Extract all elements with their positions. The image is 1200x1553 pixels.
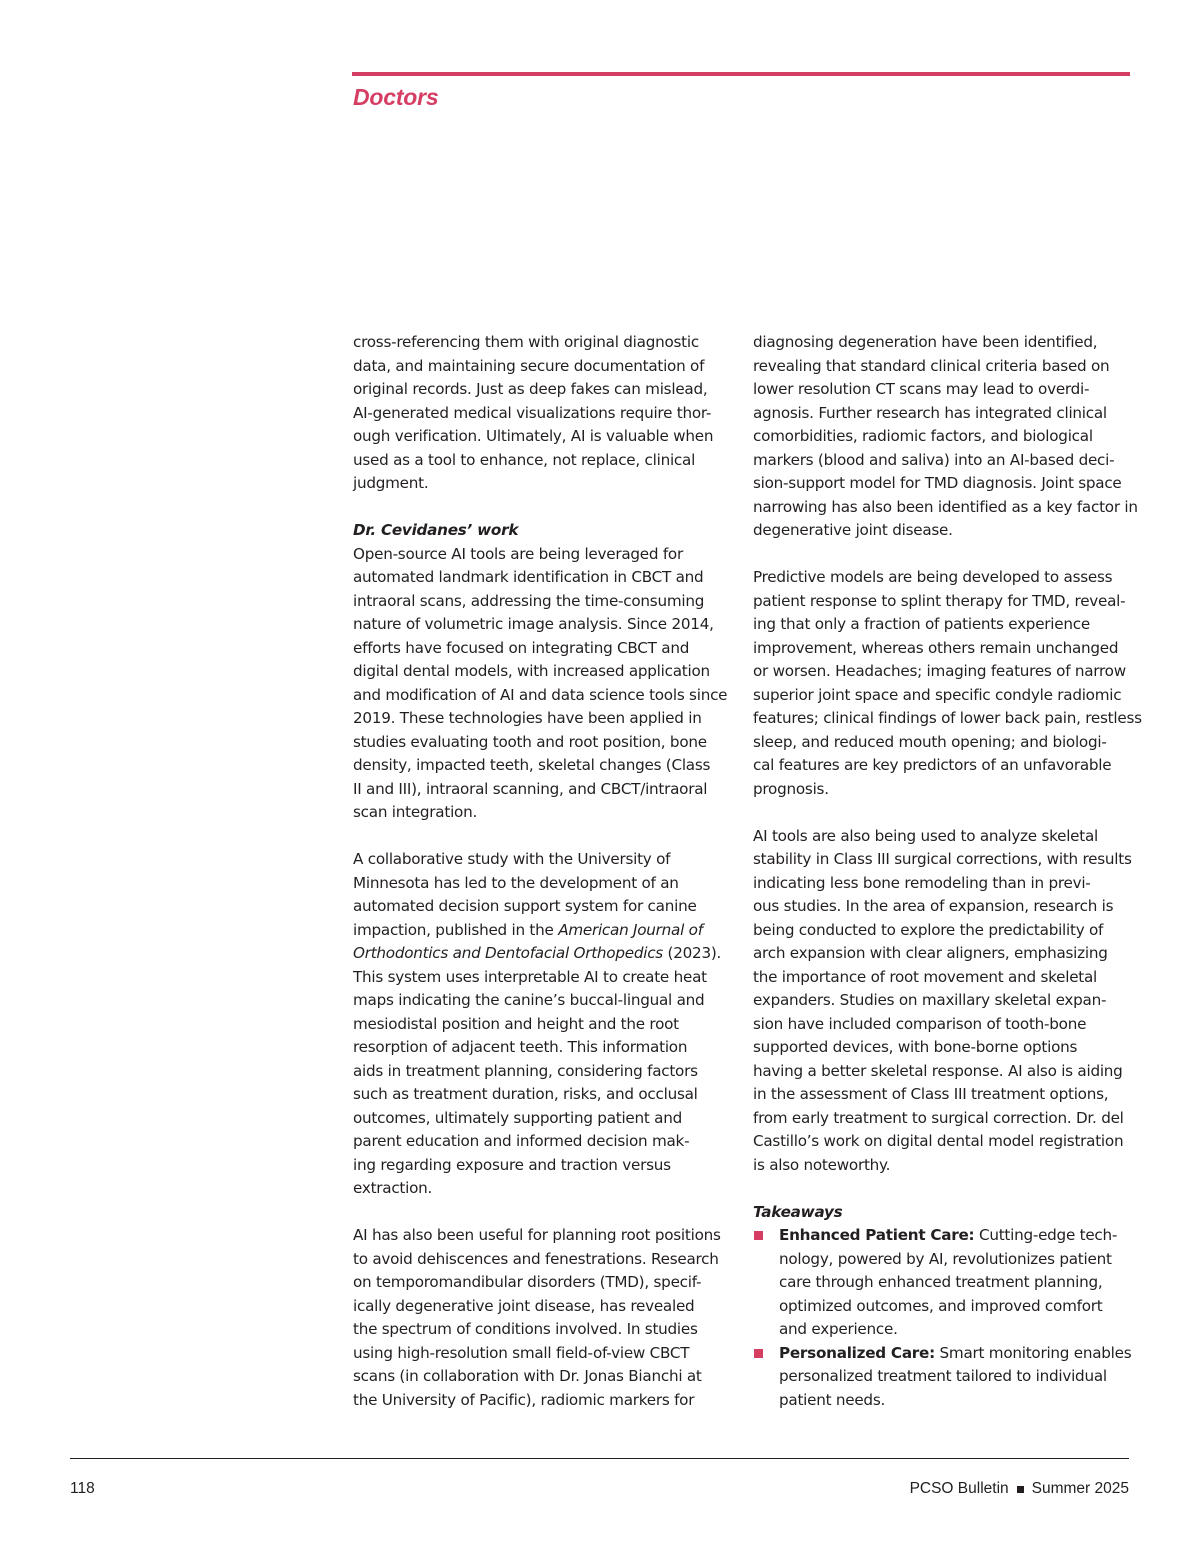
left-column <box>353 331 729 1412</box>
text-line: resorption of adjacent teeth. This information <box>353 1038 688 1056</box>
paragraph <box>353 1224 729 1412</box>
text-line: cal features are key predictors of an unfavorable <box>753 756 1112 774</box>
text-line: extraction. <box>353 1179 433 1197</box>
paragraph <box>753 331 1138 543</box>
text-line: automated decision support system for canine <box>353 897 697 915</box>
text-line: density, impacted teeth, skeletal changes (Class <box>353 756 711 774</box>
right-column <box>753 331 1142 1412</box>
text-line: scans (in collaboration with Dr. Jonas Bianchi at <box>353 1367 702 1385</box>
journal-title: Orthodontics and Dentofacial Orthopedics <box>353 944 663 962</box>
text-line: used as a tool to enhance, not replace, clinical <box>353 450 696 469</box>
text-line: intraoral scans, addressing the time-consuming <box>353 591 705 610</box>
text-line: stability in Class III surgical corrections, with results <box>753 850 1132 868</box>
square-bullet-icon <box>754 1231 763 1240</box>
text-line: This system uses interpretable AI to create heat <box>353 967 707 986</box>
footer-rule <box>70 1458 1129 1459</box>
takeaway-title: Personalized Care: <box>779 1343 935 1362</box>
text-line: parent education and informed decision mak- <box>353 1132 690 1150</box>
takeaway-title: Enhanced Patient Care: <box>779 1226 975 1244</box>
text-line: indicating less bone remodeling than in previ- <box>753 873 1091 892</box>
text-line: on temporomandibular disorders (TMD), specif- <box>353 1273 702 1291</box>
text-line: lower resolution CT scans may lead to overdi- <box>753 380 1090 398</box>
text-line <box>779 1342 1130 1366</box>
text-line: improvement, whereas others remain unchanged <box>753 638 1119 657</box>
paragraph <box>353 519 729 825</box>
text-line: having a better skeletal response. AI also is aiding <box>753 1061 1123 1080</box>
text-line: comorbidities, radiomic factors, and biological <box>753 427 1093 445</box>
text-line: AI tools are also being used to analyze skeletal <box>753 826 1099 845</box>
text-line: or worsen. Headaches; imaging features of narrow <box>753 662 1126 680</box>
text-line: AI has also been useful for planning root positions <box>353 1226 721 1244</box>
text-line: arch expansion with clear aligners, emphasizing <box>753 944 1108 962</box>
page-number: 118 <box>70 1480 95 1497</box>
list-item <box>753 1224 1130 1342</box>
paragraph <box>353 331 729 496</box>
text-line: degenerative joint disease. <box>753 521 953 539</box>
text-line: such as treatment duration, risks, and occlusal <box>353 1085 698 1103</box>
text-line: care through enhanced treatment planning, <box>779 1273 1103 1291</box>
text-line: markers (blood and saliva) into an AI-based deci- <box>753 450 1115 469</box>
text-line: nature of volumetric image analysis. Since 2014, <box>353 615 714 633</box>
text-line: nology, powered by AI, revolutionizes patient <box>779 1249 1112 1268</box>
journal-title: American Journal of <box>558 920 703 939</box>
text-line: diagnosing degeneration have been identified, <box>753 333 1098 351</box>
text-line: to avoid dehiscences and fenestrations. Research <box>353 1249 719 1268</box>
paragraph <box>353 848 729 1201</box>
paragraph <box>753 825 1130 1178</box>
paragraph <box>753 566 1142 801</box>
takeaways-list <box>753 1224 1130 1412</box>
text-line: narrowing has also been identified as a key factor in <box>753 497 1138 516</box>
text-line: revealing that standard clinical criteria based on <box>753 356 1110 375</box>
publication-info <box>910 1480 1129 1498</box>
text-line: patient needs. <box>779 1390 886 1409</box>
issue-date: Summer 2025 <box>1031 1480 1129 1497</box>
text-run: Cutting-edge tech- <box>974 1226 1118 1244</box>
top-rule <box>352 72 1130 76</box>
text-line: sleep, and reduced mouth opening; and biologi- <box>753 732 1107 751</box>
text-line: superior joint space and specific condyle radiomic <box>753 685 1122 704</box>
text-line: ing regarding exposure and traction versus <box>353 1155 671 1174</box>
text-line: Open-source AI tools are being leveraged for <box>353 544 683 563</box>
text-line <box>353 942 729 966</box>
text-line: being conducted to explore the predictability of <box>753 920 1104 939</box>
text-line: sion-support model for TMD diagnosis. Joint space <box>753 474 1122 492</box>
text-line: and modification of AI and data science tools since <box>353 685 728 704</box>
text-line: in the assessment of Class III treatment options, <box>753 1085 1109 1103</box>
text-line: II and III), intraoral scanning, and CBCT/intraoral <box>353 779 708 798</box>
text-line: 2019. These technologies have been applied in <box>353 709 702 727</box>
text-line: maps indicating the canine’s buccal-lingual and <box>353 991 705 1009</box>
text-line <box>779 1224 1130 1248</box>
text-line: sion have included comparison of tooth-bone <box>753 1014 1087 1033</box>
text-line: Castillo’s work on digital dental model registration <box>753 1132 1124 1150</box>
publication-name: PCSO Bulletin <box>909 1480 1009 1497</box>
text-run: impaction, published in the <box>353 920 559 939</box>
text-line <box>353 919 729 943</box>
text-line: mesiodistal position and height and the root <box>353 1014 679 1033</box>
text-line: expanders. Studies on maxillary skeletal expan- <box>753 991 1107 1009</box>
text-line: cross-referencing them with original diagnostic <box>353 333 699 351</box>
text-line: scan integration. <box>353 803 478 821</box>
text-line: the University of Pacific), radiomic markers for <box>353 1390 695 1409</box>
text-line: Predictive models are being developed to assess <box>753 568 1113 586</box>
text-line: ically degenerative joint disease, has revealed <box>353 1296 695 1315</box>
text-line: studies evaluating tooth and root position, bone <box>353 732 707 751</box>
text-line: agnosis. Further research has integrated clinical <box>753 403 1107 422</box>
text-line: and experience. <box>779 1320 898 1338</box>
takeaways-heading: Takeaways <box>753 1202 843 1221</box>
text-line: prognosis. <box>753 779 829 798</box>
text-line: Minnesota has led to the development of an <box>353 873 679 892</box>
list-item <box>753 1342 1130 1413</box>
text-line: judgment. <box>353 474 429 492</box>
text-line: the importance of root movement and skeletal <box>753 967 1098 986</box>
text-line: supported devices, with bone-borne options <box>753 1038 1078 1056</box>
square-separator-icon <box>1017 1486 1024 1493</box>
text-line: automated landmark identification in CBCT and <box>353 568 704 586</box>
square-bullet-icon <box>754 1349 763 1358</box>
text-line: from early treatment to surgical correction. Dr. del <box>753 1108 1124 1127</box>
text-run: (2023). <box>662 944 722 962</box>
subsection-heading: Dr. Cevidanes’ work <box>353 521 519 539</box>
text-line: the spectrum of conditions involved. In studies <box>353 1320 698 1338</box>
text-line: efforts have focused on integrating CBCT and <box>353 638 690 657</box>
text-line: original records. Just as deep fakes can mislead, <box>353 380 708 398</box>
section-title: Doctors <box>353 84 439 110</box>
text-line: is also noteworthy. <box>753 1155 891 1174</box>
text-line: optimized outcomes, and improved comfort <box>779 1296 1103 1315</box>
text-line: AI-generated medical visualizations require thor- <box>353 403 712 422</box>
text-line: features; clinical findings of lower back pain, restless <box>753 709 1142 727</box>
text-line: using high-resolution small field-of-view CBCT <box>353 1343 690 1362</box>
text-line: outcomes, ultimately supporting patient and <box>353 1108 682 1127</box>
text-line: ous studies. In the area of expansion, research is <box>753 897 1114 915</box>
text-run: Smart monitoring enables <box>934 1343 1132 1362</box>
text-line: personalized treatment tailored to individual <box>779 1367 1107 1385</box>
text-line: patient response to splint therapy for TMD, reveal- <box>753 591 1126 610</box>
text-line: ough verification. Ultimately, AI is valuable when <box>353 427 714 445</box>
text-line: aids in treatment planning, considering factors <box>353 1061 698 1080</box>
text-line: digital dental models, with increased application <box>353 662 710 680</box>
text-line: data, and maintaining secure documentation of <box>353 356 705 375</box>
text-line: A collaborative study with the University of <box>353 850 671 868</box>
text-line: ing that only a fraction of patients experience <box>753 615 1090 633</box>
